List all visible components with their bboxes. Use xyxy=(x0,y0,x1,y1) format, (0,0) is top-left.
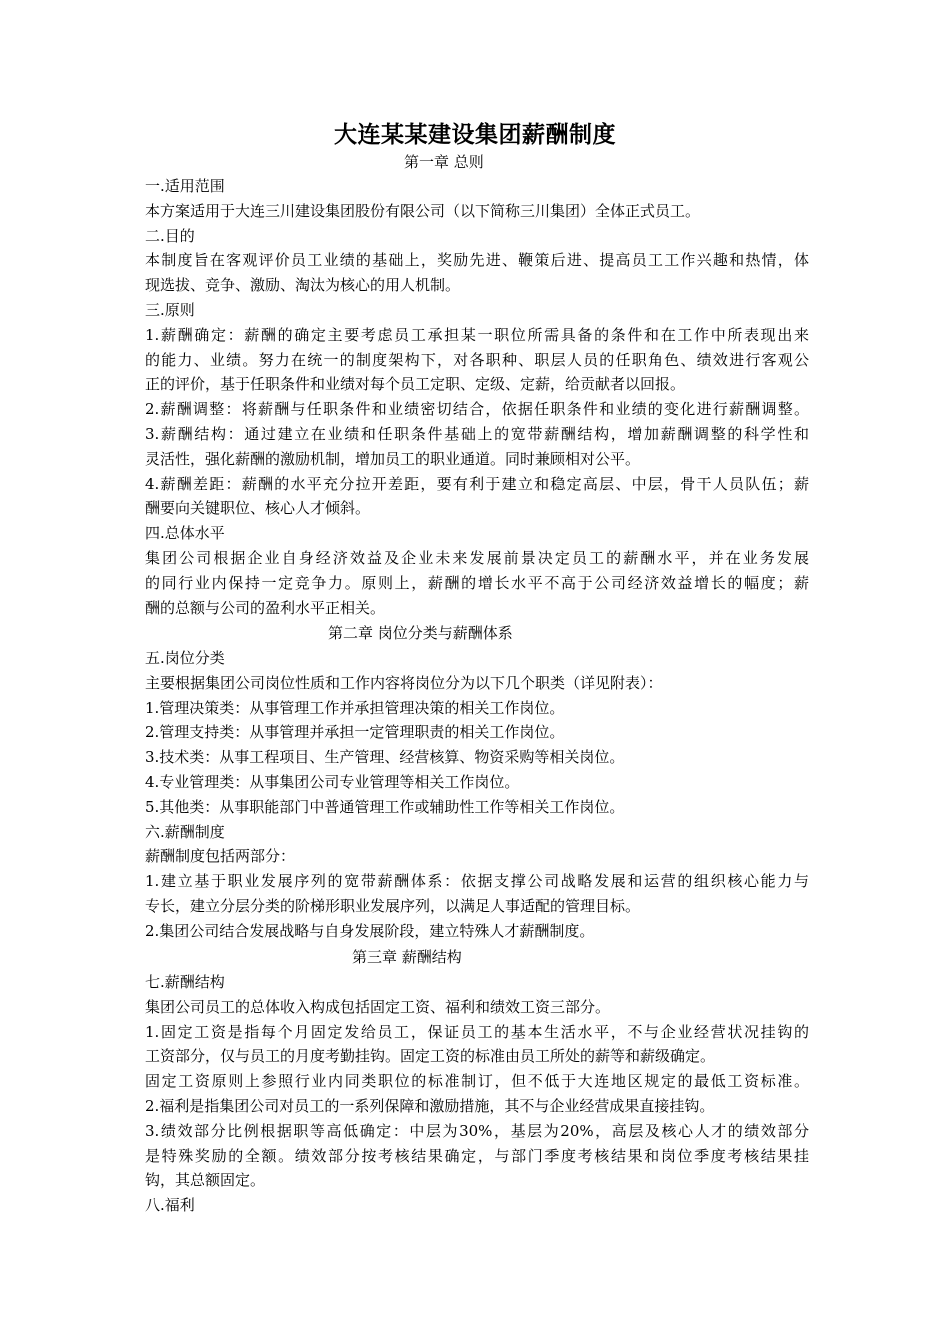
chapter-heading-1: 第一章 总则 xyxy=(404,153,484,171)
text-line: 主要根据集团公司岗位性质和工作内容将岗位分为以下几个职类（详见附表）： xyxy=(145,673,663,692)
text-line: 工资部分，仅与员工的月度考勤挂钩。固定工资的标准由员工所处的薪等和薪级确定。 xyxy=(145,1047,716,1066)
text-line: 1.固定工资是指每个月固定发给员工，保证员工的基本生活水平，不与企业经营状况挂钩的 xyxy=(145,1022,809,1041)
text-line: 3.技术类：从事工程项目、生产管理、经营核算、物资采购等相关岗位。 xyxy=(145,748,625,767)
text-line: 固定工资原则上参照行业内同类职位的标准制订，但不低于大连地区规定的最低工资标准。 xyxy=(145,1072,809,1091)
chapter-heading-3: 第三章 薪酬结构 xyxy=(352,948,462,966)
text-line: 的同行业内保持一定竞争力。原则上，薪酬的增长水平不高于公司经济效益增长的幅度；薪 xyxy=(145,573,809,592)
text-line: 2.薪酬调整：将薪酬与任职条件和业绩密切结合，依据任职条件和业绩的变化进行薪酬调整。 xyxy=(145,400,809,419)
chapter-heading-2: 第二章 岗位分类与薪酬体系 xyxy=(328,624,513,642)
text-line: 集团公司员工的总体收入构成包括固定工资、福利和绩效工资三部分。 xyxy=(145,997,611,1016)
chapter-1-body xyxy=(145,174,809,620)
text-line: 本制度旨在客观评价员工业绩的基础上，奖励先进、鞭策后进、提高员工工作兴趣和热情，体 xyxy=(145,251,809,270)
text-line: 的能力、业绩。努力在统一的制度架构下，对各职种、职层人员的任职角色、绩效进行客观公 xyxy=(145,350,809,369)
text-line: 薪酬制度包括两部分： xyxy=(145,847,296,866)
text-line: 专长，建立分层分类的阶梯形职业发展序列，以满足人事适配的管理目标。 xyxy=(145,896,641,915)
text-line: 3.绩效部分比例根据职等高低确定：中层为30%，基层为20%，高层及核心人才的绩效部分 xyxy=(145,1121,809,1140)
text-line: 三.原则 xyxy=(145,300,195,319)
text-line: 3.薪酬结构：通过建立在业绩和任职条件基础上的宽带薪酬结构，增加薪酬调整的科学性和 xyxy=(145,424,809,443)
text-line: 现选拔、竞争、激励、淘汰为核心的用人机制。 xyxy=(145,276,461,295)
text-line: 5.其他类：从事职能部门中普通管理工作或辅助性工作等相关工作岗位。 xyxy=(145,797,625,816)
text-line: 灵活性，强化薪酬的激励机制，增加员工的职业通道。同时兼顾相对公平。 xyxy=(145,449,641,468)
text-line: 2.管理支持类：从事管理并承担一定管理职责的相关工作岗位。 xyxy=(145,723,565,742)
text-line: 1.薪酬确定：薪酬的确定主要考虑员工承担某一职位所需具备的条件和在工作中所表现出来 xyxy=(145,325,809,344)
text-line: 本方案适用于大连三川建设集团股份有限公司（以下简称三川集团）全体正式员工。 xyxy=(145,201,701,220)
text-line: 八.福利 xyxy=(145,1196,195,1215)
text-line: 4.薪酬差距：薪酬的水平充分拉开差距，要有利于建立和稳定高层、中层，骨干人员队伍；薪 xyxy=(145,474,809,493)
text-line: 1.建立基于职业发展序列的宽带薪酬体系：依据支撑公司战略发展和运营的组织核心能力与 xyxy=(145,872,809,891)
text-line: 正的评价，基于任职条件和业绩对每个员工定职、定级、定薪，给贡献者以回报。 xyxy=(145,375,686,394)
chapter-3-body xyxy=(145,970,809,1218)
text-line: 七.薪酬结构 xyxy=(145,973,225,991)
text-line: 酬要向关键职位、核心人才倾斜。 xyxy=(145,499,371,518)
text-line: 五.岗位分类 xyxy=(145,649,225,667)
text-line: 一.适用范围 xyxy=(145,177,225,195)
text-line: 二.目的 xyxy=(145,226,195,245)
chapter-2-body xyxy=(145,646,809,944)
text-line: 六.薪酬制度 xyxy=(145,822,225,841)
text-line: 钩，其总额固定。 xyxy=(145,1171,266,1190)
text-line: 集团公司根据企业自身经济效益及企业未来发展前景决定员工的薪酬水平，并在业务发展 xyxy=(145,548,809,567)
text-line: 酬的总额与公司的盈利水平正相关。 xyxy=(145,598,386,617)
text-line: 4.专业管理类：从事集团公司专业管理等相关工作岗位。 xyxy=(145,772,520,791)
text-line: 1.管理决策类：从事管理工作并承担管理决策的相关工作岗位。 xyxy=(145,698,565,717)
document-title: 大连某某建设集团薪酬制度 xyxy=(334,121,616,148)
text-line: 2.集团公司结合发展战略与自身发展阶段，建立特殊人才薪酬制度。 xyxy=(145,921,595,940)
text-line: 2.福利是指集团公司对员工的一系列保障和激励措施，其不与企业经营成果直接挂钩。 xyxy=(145,1096,715,1115)
text-line: 是特殊奖励的全额。绩效部分按考核结果确定，与部门季度考核结果和岗位季度考核结果挂 xyxy=(145,1146,809,1165)
text-line: 四.总体水平 xyxy=(145,524,225,543)
